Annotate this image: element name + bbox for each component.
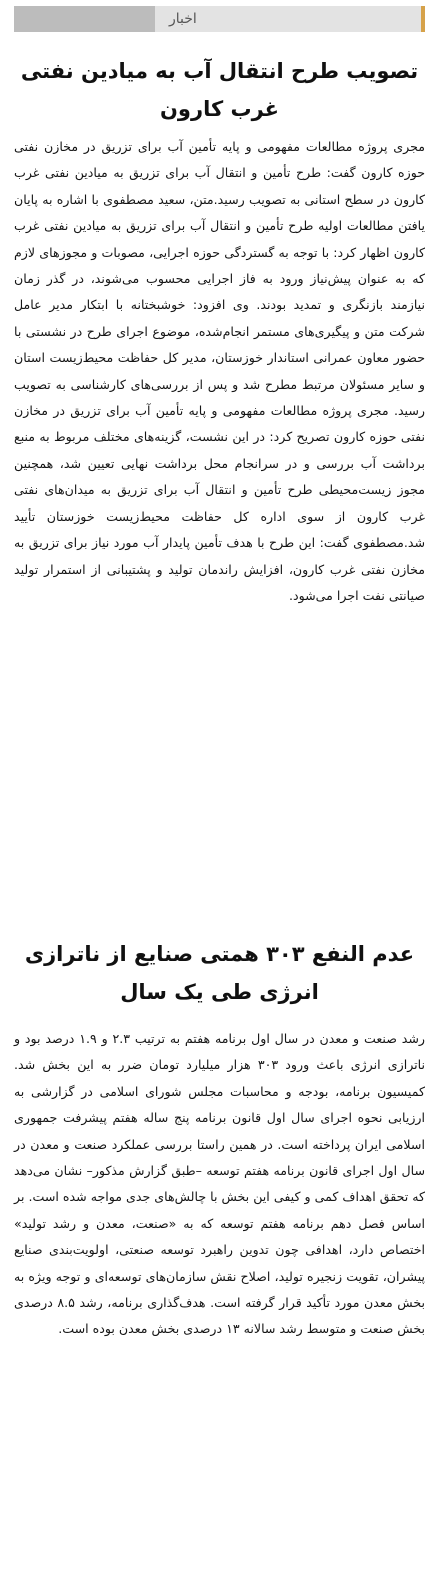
section-tab xyxy=(155,6,425,32)
section-header-bar xyxy=(14,6,425,32)
article2-headline: عدم النفع ۳۰۳ همتی صنایع از ناترازی انرژی طی یک سال xyxy=(24,942,415,1004)
article1-body: مجری پروژه مطالعات مفهومی و پایه تأمین آب برای تزریق در مخازن نفتی حوزه کارون گفت: طرح تأمین و انتقال آب برای تزریق به میادین نفتی غرب کارون در سطح استانی به تصویب رسید.متن، سعید مصطفوی با اشاره به پایان یافتن مطالعات اولیه طرح تأمین و انتقال آب برای تزریق به میادین نفتی غرب کارون اظهار کرد: با توجه به گستردگی حوزه اجرایی، مصوبات و مجوزهای لازم که به عنوان پیش‌نیاز ورود به فاز اجرایی محسوب می‌شوند، در گذر زمان نیازمند بازنگری و تمدید بودند. وی افزود: خوشبختانه با ابتکار مدیر عامل شرکت متن و پیگیری‌های مستمر انجام‌شده، موضوع اجرای طرح در نشستی با حضور معاون عمرانی استاندار خوزستان، مدیر کل حفاظت محیط‌زیست استان و سایر مسئولان مرتبط مطرح شد و پس از بررسی‌های کارشناسی به تصویب رسید. مجری پروژه مطالعات مفهومی و پایه تأمین آب برای تزریق در مخازن نفتی حوزه کارون تصریح کرد: در این نشست، گزینه‌های مختلف مربوط به منبع برداشت آب بررسی و در سرانجام محل برداشت نهایی تعیین شد، همچنین مجوز زیست‌محیطی طرح تأمین و انتقال آب برای تزریق به میدان‌های نفتی غرب کارون از سوی اداره کل حفاظت محیط‌زیست خوزستان تأیید شد.مصطفوی گفت: این طرح با هدف تأمین پایدار آب مورد نیاز برای تزریق به مخازن نفتی غرب کارون، افزایش راندمان تولید و پشتیبانی از استمرار تولید صیانتی نفت اجرا می‌شود. xyxy=(14,139,425,603)
article2-body: رشد صنعت و معدن در سال اول برنامه هفتم به ترتیب ۲.۳ و ۱.۹ درصد بود و ناترازی انرژی باعث ورود ۳۰۳ هزار میلیارد تومان ضرر به این بخش شد. کمیسیون برنامه، بودجه و محاسبات مجلس شورای اسلامی در گزارشی به ارزیابی نحوه اجرای سال اول قانون برنامه پنج ساله هفتم پیشرفت جمهوری اسلامی ایران پرداخته است. در همین راستا بررسی عملکرد صنعت و معدن در سال اول اجرای قانون برنامه هفتم توسعه –طبق گزارش مذکور– نشان می‌دهد که تحقق اهداف کمی و کیفی این بخش با چالش‌های جدی مواجه شده است. بر اساس فصل دهم برنامه هفتم توسعه که به «صنعت، معدن و رشد تولید» اختصاص دارد، اهدافی چون تدوین راهبرد توسعه صنعتی، اولویت‌بندی صنایع پیشران، تقویت زنجیره تولید، اصلاح نقش سازمان‌های توسعه‌ای و توجه ویژه به بخش معدن مورد تأکید قرار گرفته است. هدف‌گذاری برنامه، رشد ۸.۵ درصدی بخش صنعت و متوسط رشد سالانه ۱۳ درصدی بخش معدن بوده است. xyxy=(14,1031,425,1337)
article1-headline: تصویب طرح انتقال آب به میادین نفتی غرب کارون xyxy=(20,59,419,121)
section-label: اخبار xyxy=(169,11,197,27)
